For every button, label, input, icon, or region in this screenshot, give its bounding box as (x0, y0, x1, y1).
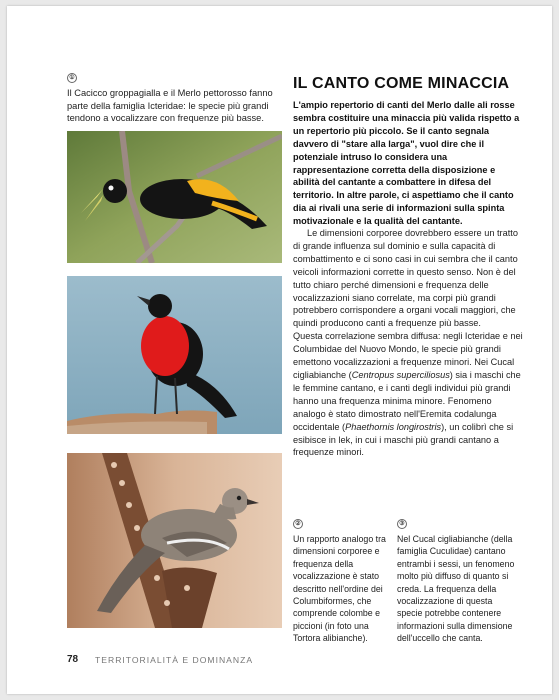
running-head: TERRITORIALITÀ E DOMINANZA (95, 655, 254, 665)
red-breasted-blackbird-illustration (67, 276, 282, 434)
article-paragraph-2c: ), un colibrì che si esibisce in lek, in cui i maschi più grandi cantano a frequenze minori. (293, 421, 514, 458)
photo-red-breasted-blackbird (67, 276, 282, 434)
caption-col-b (397, 512, 519, 645)
caption-col-a-text: Un rapporto analogo tra dimensioni corporee e frequenza della vocalizzazione è stato descritto nell'ordine dei Columbiformes, che comprende colombe e piccioni (in foto una Tortora alibianche). (293, 534, 386, 644)
article-heading: IL CANTO COME MINACCIA (293, 75, 510, 92)
article-intro: L'ampio repertorio di canti del Merlo dalle ali rosse sembra costituire una minaccia più valida rispetto a un repertorio più piccolo. Se il canto segnala davvero di "stare alla larga", vuol dire che il potenziale intruso lo considera una rappresentazione corretta della disposizione e abilità del cantante a combattere in difesa del territorio. In altre parole, ci aspettiamo che il canto dia ai rivali una serie di informazioni sulla spinta motivazionale e la qualità del cantante. (293, 100, 520, 227)
white-winged-dove-illustration (67, 453, 282, 628)
caption-col-a (293, 512, 391, 645)
caption-marker-2: ② (293, 519, 303, 529)
article-body (293, 227, 523, 459)
article-paragraph-2a: Questa correlazione sembra diffusa: negli Icteridae e nei Columbidae del Nuovo Mondo, le specie più grandi emettono vocalizzazioni a frequenze minori. Nei Cucal cigliabianche ( (293, 331, 523, 380)
caption-col-b-text: Nel Cucal cigliabianche (della famiglia Cuculidae) cantano entrambi i sessi, un fenomeno molto più diffuso di quanto si creda. La frequenza della vocalizzazione di questa specie potrebbe contenere informazioni sulla dimensione dell'uccello che canta. (397, 534, 515, 644)
caption-top-text: Il Cacicco groppagialla e il Merlo pettorosso fanno parte della famiglia Icteridae: le specie più grandi tendono a vocalizzare con frequenze più basse. (67, 88, 273, 123)
scientific-name-phaethornis: Phaethornis longirostris (345, 421, 442, 432)
photo-white-winged-dove (67, 453, 282, 628)
caption-top (67, 66, 282, 125)
photo-cacique (67, 131, 282, 263)
article-paragraph-2b: ) sia i maschi che le femmine cantano, e i canti degli individui più grandi hanno una frequenza minima minore. Fenomeno analogo è stato dimostrato nell'Eremita codalunga occidentale ( (293, 369, 521, 432)
scientific-name-centropus: Centropus superciliosus (351, 369, 450, 380)
article-paragraph-1: Le dimensioni corporee dovrebbero essere un tratto di grande influenza sul dominio e sulla capacità di combattimento e ci sono casi in cui sembra che il canto veicoli informazioni corrette in questo senso. Non è del tutto chiaro perché dimensioni e frequenza delle vocalizzazioni siano correlate, ma corpi più grandi potrebbero corrispondere a organi vocali maggiori, che quindi producono canti a frequenze più basse. (293, 228, 518, 329)
page-number: 78 (67, 654, 79, 665)
cacique-illustration (67, 131, 282, 263)
caption-marker-1: ① (67, 73, 77, 83)
book-page (7, 6, 552, 694)
caption-marker-3: ③ (397, 519, 407, 529)
